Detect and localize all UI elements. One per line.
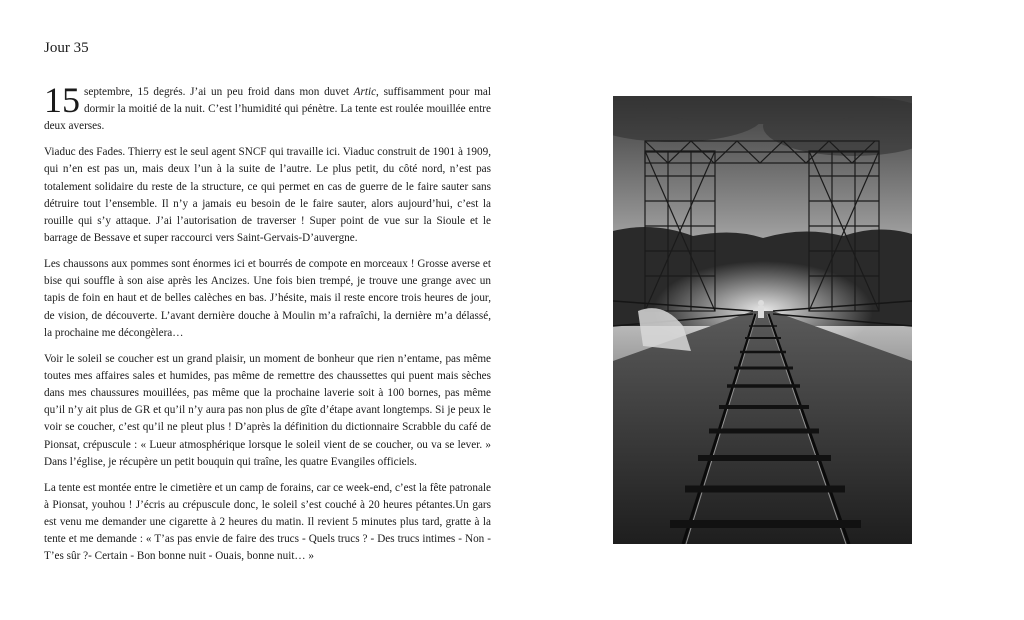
viaduct-photo bbox=[613, 96, 912, 544]
paragraph-4: Voir le soleil se coucher est un grand plaisir, un moment de bonheur que rien n’entame, pas même toutes mes affaires sales et humides, pas même de remettre des chaussettes qui puent mais sèches dans mes chaussures mouillées, pas même que la prochaine laverie soit à 100 bornes, pas même qu’il n’y ait plus de GR et qu’il n’y aura pas non plus de gîte d’étape avant longtemps. Si je peux le voir se coucher, c’est qu’il ne pleut plus ! D’après la définition du dictionnaire Scrabble du café de Pionsat, crépuscule : « Lueur atmosphérique lorsque le soleil vient de se coucher, ou va se lever. » Dans l’église, je récupère un petit bouquin qui traîne, les quatre Evangiles officiels. bbox=[44, 352, 491, 468]
journal-text bbox=[44, 80, 491, 574]
paragraph-2: Viaduc des Fades. Thierry est le seul agent SNCF qui travaille ici. Viaduc construit de 1901 à 1909, qui n’en est pas un, mais deux l’un à la suite de l’autre. Le plus petit, du côté nord, n’est pas totalement solidaire du reste de la structure, ce qui permet en cas de guerre de le faire sauter sans détruire tout l’ensemble. Il n’y a jamais eu besoin de le faire sauter, alors aujourd’hui, c’est la rouille qui s’y attaque. J’ai l’autorisation de traverser ! Super point de vue sur la Sioule et le barrage de Bessave et super raccourci vers Saint-Gervais-D’auvergne. bbox=[44, 146, 491, 245]
paragraph-1 bbox=[44, 80, 491, 136]
paragraph-3: Les chaussons aux pommes sont énormes ici et bourrés de compote en morceaux ! Grosse averse et bise qui souffle à son aise après les Ancizes. Une fois bien trempé, je trouve une grange avec un tapis de foin en haut et de belles calèches en bas. J’hésite, mais il reste encore trois heures de jour, de vision, de découverte. L’avant dernière douche à Moulin m’a rafraîchi, la dernière m’a délassé, la prochaine me décongèlera… bbox=[44, 258, 491, 339]
paragraph-1-end: , suffisamment pour mal dormir la moitié de la nuit. C’est l’humidité qui pénètre. La tente est roulée mouillée entre deux averses. bbox=[44, 86, 491, 133]
paragraph-1-start: septembre, 15 degrés. J’ai un peu froid dans mon duvet bbox=[84, 86, 354, 98]
railway-viaduct-image bbox=[613, 96, 912, 544]
day-heading: Jour 35 bbox=[44, 40, 89, 56]
brand-name: Artic bbox=[353, 86, 377, 98]
worker bbox=[758, 300, 764, 318]
drop-cap: 15 bbox=[44, 80, 80, 120]
paragraph-5: La tente est montée entre le cimetière et un camp de forains, car ce week-end, c’est la fête patronale à Pionsat, youhou ! J’écris au crépuscule donc, le soleil s’est couché à 20 heures pétantes.Un gars est venu me demander une cigarette à 2 heures du matin. Il revient 5 minutes plus tard, gratte à la tente et me demande : « T’as pas envie de faire des trucs - Quels trucs ? - Des trucs intimes - Non - T’es sûr ?- Certain - Bon bonne nuit - Ouais, bonne nuit… » bbox=[44, 481, 491, 563]
